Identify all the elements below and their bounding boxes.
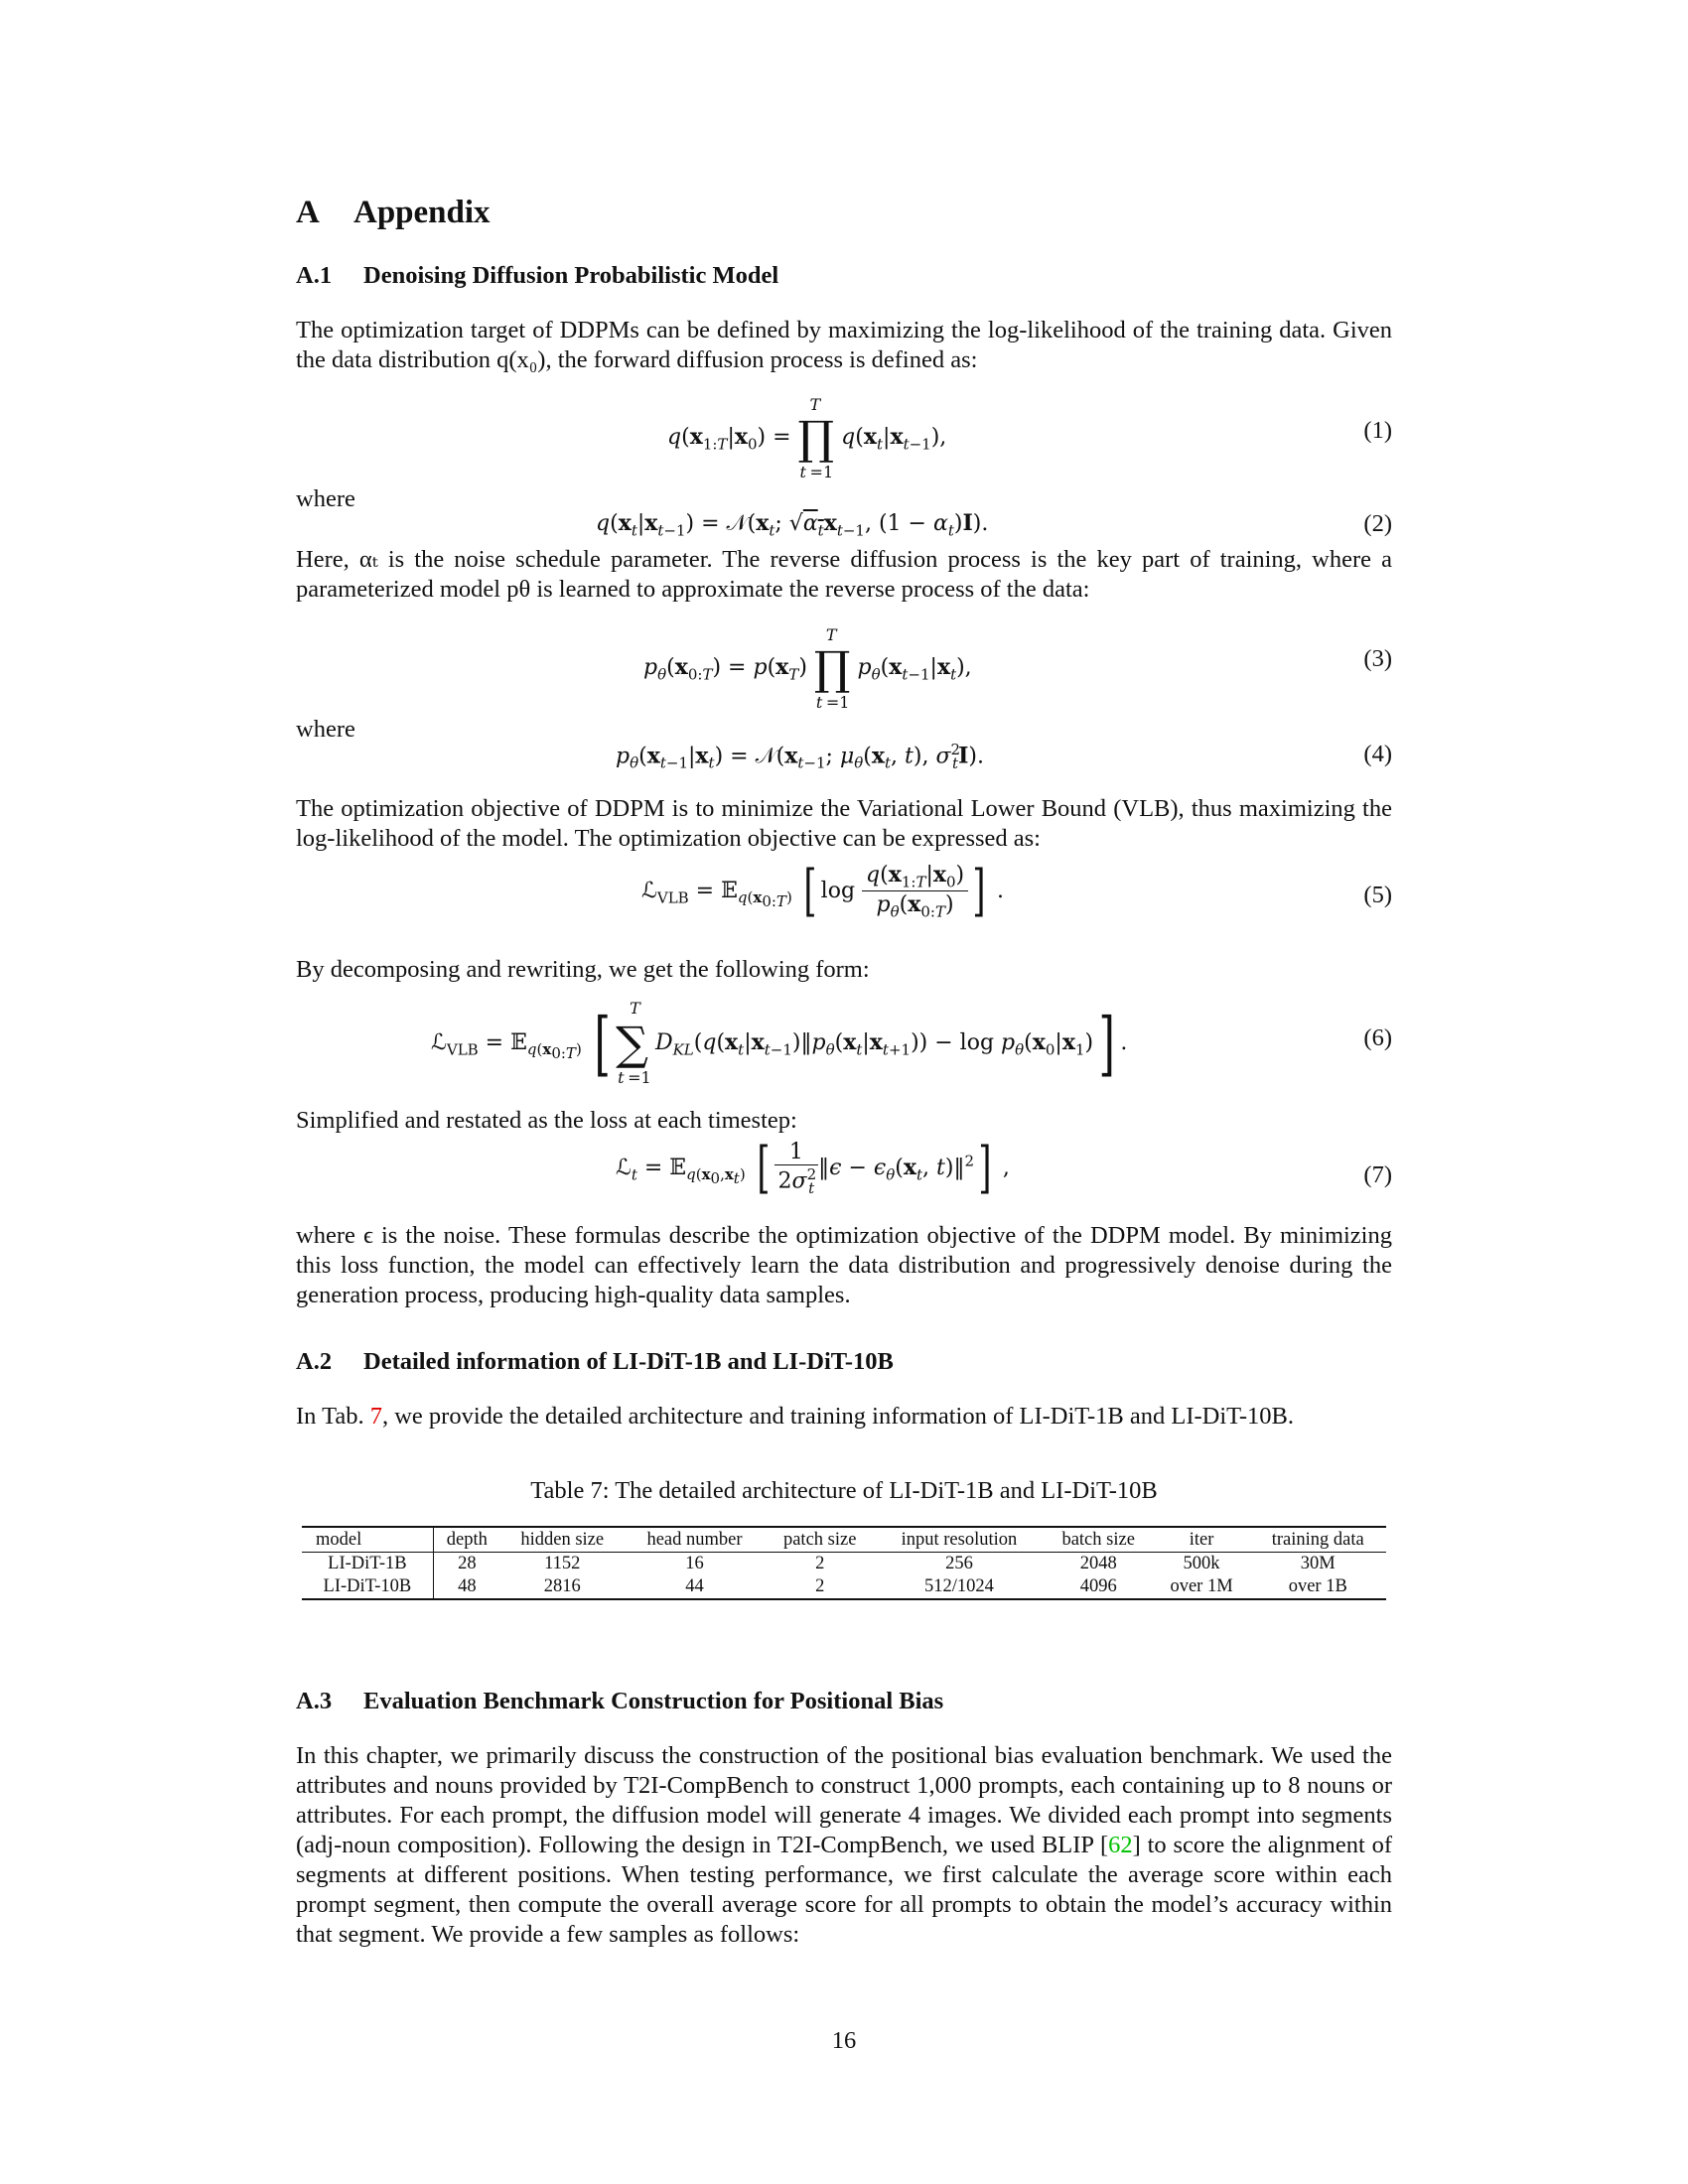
table-cell: 28 xyxy=(458,1554,477,1573)
equation-1: $q(x_{1:T}|x_0)$ = T ∏ t =1 $q(x_t|x_{t-1})$, (1) xyxy=(667,395,1392,481)
equation-7: ℒ$_t$ = 𝔼$_{q(x_0,x_t)}$ [ $\frac{1}{2\sigma^2_t}$ ‖ϵ − $\epsilon_\theta(x_t$, t)‖$^2$] , (7) xyxy=(616,1135,1392,1200)
table-header-cell: batch size xyxy=(1044,1527,1154,1553)
equation-5: ℒ$_{VLB}$ = 𝔼$_{q(x_{0:T})}$ [ log $\frac{q(x_{1:T}|x_0)}{p_\theta(x_{0:T})}$ ] . (5) xyxy=(641,858,1392,923)
table-cell: 44 xyxy=(625,1575,766,1599)
table-cell: 16 xyxy=(685,1554,704,1573)
page-number: 16 xyxy=(831,2027,857,2054)
paragraph-a1-decompose: By decomposing and rewriting, we get the following form: xyxy=(296,956,870,983)
table-row xyxy=(302,1553,1386,1576)
equation-2: $q(x_t|x_{t-1})$ = $𝒩(x_t$; $√\alpha_tx_{t-1}$, $(1 - \alpha_t)I$). (2) xyxy=(596,510,1392,540)
table-header-cell: depth xyxy=(433,1527,500,1553)
citation-link[interactable]: 62 xyxy=(1108,1832,1133,1858)
section-a2-heading: A.2 Detailed information of LI-DiT-1B and LI-DiT-10B xyxy=(296,1348,894,1375)
paragraph-a1-simplified: Simplified and restated as the loss at each timestep: xyxy=(296,1107,797,1134)
paragraph-a1-conclusion: where ϵ is the noise. These formulas describe the optimization objective of the DDPM model. By minimizing this loss function, the model can effectively learn the data distribution and progressively denoise during the generation process, producing high-quality data samples. xyxy=(296,1222,1392,1308)
table-cell: 512/1024 xyxy=(875,1575,1044,1599)
table-cell: 256 xyxy=(945,1554,973,1573)
table-cell: 1152 xyxy=(544,1554,581,1573)
equation-6: ℒ$_{VLB}$ = 𝔼$_{q(x_{0:T})}$ [ T ∑ t =1 $D_{KL}(q(x_t|x_{t-1})‖p_\theta(x_t|x_{t+1})) - \log p_\theta(x_0|x_1)$] . (6) xyxy=(431,999,1392,1087)
table-header-cell: input resolution xyxy=(875,1527,1044,1553)
table-cell: LI-DiT-1B xyxy=(302,1553,433,1576)
paragraph-a3: In this chapter, we primarily discuss the construction of the positional bias evaluation benchmark. We used the attributes and nouns provided by T2I-CompBench to construct 1,000 prompts, each containing up to 8 nouns or attributes. For each prompt, the diffusion model will generate 4 images. We divided each prompt into segments (adj-noun composition). Following the design in T2I-CompBench, we used BLIP [62] to score the alignment of segments at different positions. When testing performance, we first calculate the average score within each prompt segment, then compute the overall average score for all prompts to obtain the model’s accuracy within that segment. We provide a few samples as follows: xyxy=(296,1742,1392,1948)
table-cell: 4096 xyxy=(1044,1575,1154,1599)
table-cell: 500k xyxy=(1183,1554,1220,1573)
paragraph-a1-vlb: The optimization objective of DDPM is to minimize the Variational Lower Bound (VLB), thus maximizing the log-likelihood of the model. The optimization objective can be expressed as: xyxy=(296,795,1392,852)
where-label-1: where xyxy=(296,485,355,512)
appendix-heading: A Appendix xyxy=(296,195,491,230)
table-cell: 2048 xyxy=(1079,1554,1117,1573)
paragraph-a2: In Tab. 7, we provide the detailed architecture and training information of LI-DiT-1B and LI-DiT-10B. xyxy=(296,1403,1295,1430)
table-ref-link[interactable]: 7 xyxy=(369,1403,382,1430)
equation-4: $p_\theta(x_{t-1}|x_t)$ = $𝒩(x_{t-1}$; $\mu_\theta(x_t$, t), $\sigma^2_tI$). (4) xyxy=(616,741,1392,772)
table-header-cell: patch size xyxy=(765,1527,875,1553)
section-a1-heading: A.1 Denoising Diffusion Probabilistic Model xyxy=(296,262,779,289)
table-header-cell: hidden size xyxy=(500,1527,625,1553)
table-cell: over 1B xyxy=(1250,1575,1387,1599)
paragraph-a1-reverse: Here, αₜ is the noise schedule parameter. The reverse diffusion process is the key part of training, where a parameterized model pθ is learned to approximate the reverse process of the data: xyxy=(296,546,1392,603)
table-header-cell: iter xyxy=(1154,1527,1250,1553)
equation-3: $p_\theta(x_{0:T}) = p(x_T)$ T ∏ t =1 $p_\theta(x_{t-1}|x_t)$, (3) xyxy=(643,625,1392,712)
table-cell: 48 xyxy=(433,1575,500,1599)
table-cell: 2 xyxy=(765,1575,875,1599)
table-cell: LI-DiT-10B xyxy=(302,1575,433,1599)
table-header-cell: head number xyxy=(625,1527,766,1553)
table-header-cell: training data xyxy=(1250,1527,1387,1553)
table-cell: 2 xyxy=(815,1554,825,1573)
table-cell: 2816 xyxy=(500,1575,625,1599)
table-cell: 30M xyxy=(1300,1554,1336,1573)
paragraph-a1-intro: The optimization target of DDPMs can be defined by maximizing the log-likelihood of the training data. Given the data distribution q(x₀), the forward diffusion process is defined as: xyxy=(296,317,1392,373)
table-7-caption: Table 7: The detailed architecture of LI-DiT-1B and LI-DiT-10B xyxy=(530,1477,1158,1504)
table-cell: over 1M xyxy=(1154,1575,1250,1599)
table-header-row xyxy=(302,1527,1386,1553)
section-a3-heading: A.3 Evaluation Benchmark Construction for Positional Bias xyxy=(296,1688,944,1714)
table-row xyxy=(302,1575,1386,1599)
table-7 xyxy=(302,1526,1386,1600)
table-header-cell: model xyxy=(302,1527,433,1553)
where-label-2: where xyxy=(296,716,355,743)
